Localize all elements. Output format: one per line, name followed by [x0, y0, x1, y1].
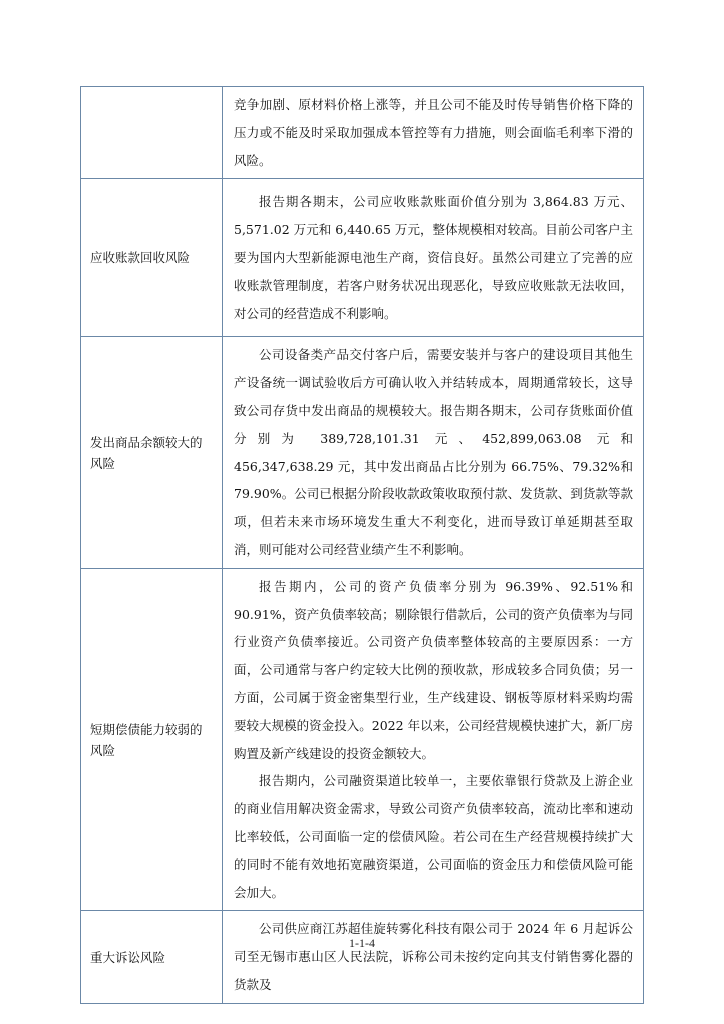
- risk-description-cell: [223, 179, 644, 337]
- page-number: 1-1-4: [349, 936, 375, 950]
- table-row: [81, 87, 644, 179]
- risk-description-cell: [223, 337, 644, 568]
- risk-factors-table: [80, 86, 644, 1004]
- risk-label-cell: 发出商品余额较大的风险: [81, 337, 223, 568]
- risk-label-cell: 短期偿债能力较弱的风险: [81, 568, 223, 911]
- table-row: [81, 568, 644, 911]
- risk-paragraph: 报告期内，公司的资产负债率分别为 96.39%、92.51%和 90.91%，资产负债率较高；剔除银行借款后，公司的资产负债率为与同行业资产负债率接近。公司资产负债率整体较高的主要原因系：一方面，公司通常与客户约定较大比例的预收款，形成较多合同负债；另一方面，公司属于资金密集型行业，生产线建设、钢板等原材料采购均需要较大规模的资金投入。2022 年以来，公司经营规模快速扩大，新厂房购置及新产线建设的投资金额较大。: [234, 578, 633, 761]
- risk-description-cell: [223, 568, 644, 911]
- risk-label-cell: [81, 87, 223, 179]
- risk-description-cell: [223, 911, 644, 1003]
- risk-description-cell: [223, 87, 644, 179]
- risk-paragraph: 报告期各期末，公司应收账款账面价值分别为 3,864.83 万元、5,571.02 万元和 6,440.65 万元，整体规模相对较高。目前公司客户主要为国内大型新能源电池生产商，资信良好。虽然公司建立了完善的应收账款管理制度，若客户财务状况出现恶化，导致应收账款无法收回，对公司的经营造成不利影响。: [234, 194, 633, 321]
- risk-paragraph: 报告期内，公司融资渠道比较单一，主要依靠银行贷款及上游企业的商业信用解决资金需求，导致公司资产负债率较高，流动比率和速动比率较低，公司面临一定的偿债风险。若公司在生产经营规模持续扩大的同时不能有效地拓宽融资渠道，公司面临的资金压力和偿债风险可能会加大。: [234, 773, 633, 900]
- table-row: [81, 337, 644, 568]
- risk-label-cell: 重大诉讼风险: [81, 911, 223, 1003]
- table-row: [81, 179, 644, 337]
- risk-paragraph: 公司设备类产品交付客户后，需要安装并与客户的建设项目其他生产设备统一调试验收后方可确认收入并结转成本，周期通常较长，这导致公司存货中发出商品的规模较大。报告期各期末，公司存货账面价值分别为 389,728,101.31 元、452,899,063.08 元和 456,347,638.29 元，其中发出商品占比分别为 66.75%、79.32%和 79.90%。公司已根据分阶段收款政策收取预付款、发货款、到货款等款项，但若未来市场环境发生重大不利变化，进而导致订单延期甚至取消，则可能对公司经营业绩产生不利影响。: [234, 347, 633, 557]
- table-row: [81, 911, 644, 1003]
- risk-label-cell: 应收账款回收风险: [81, 179, 223, 337]
- risk-paragraph: 公司供应商江苏超佳旋转雾化科技有限公司于 2024 年 6 月起诉公司至无锡市惠山区人民法院，诉称公司未按约定向其支付销售雾化器的货款及: [234, 921, 633, 992]
- risk-paragraph: 竞争加剧、原材料价格上涨等，并且公司不能及时传导销售价格下降的压力或不能及时采取加强成本管控等有力措施，则会面临毛利率下滑的风险。: [234, 97, 633, 168]
